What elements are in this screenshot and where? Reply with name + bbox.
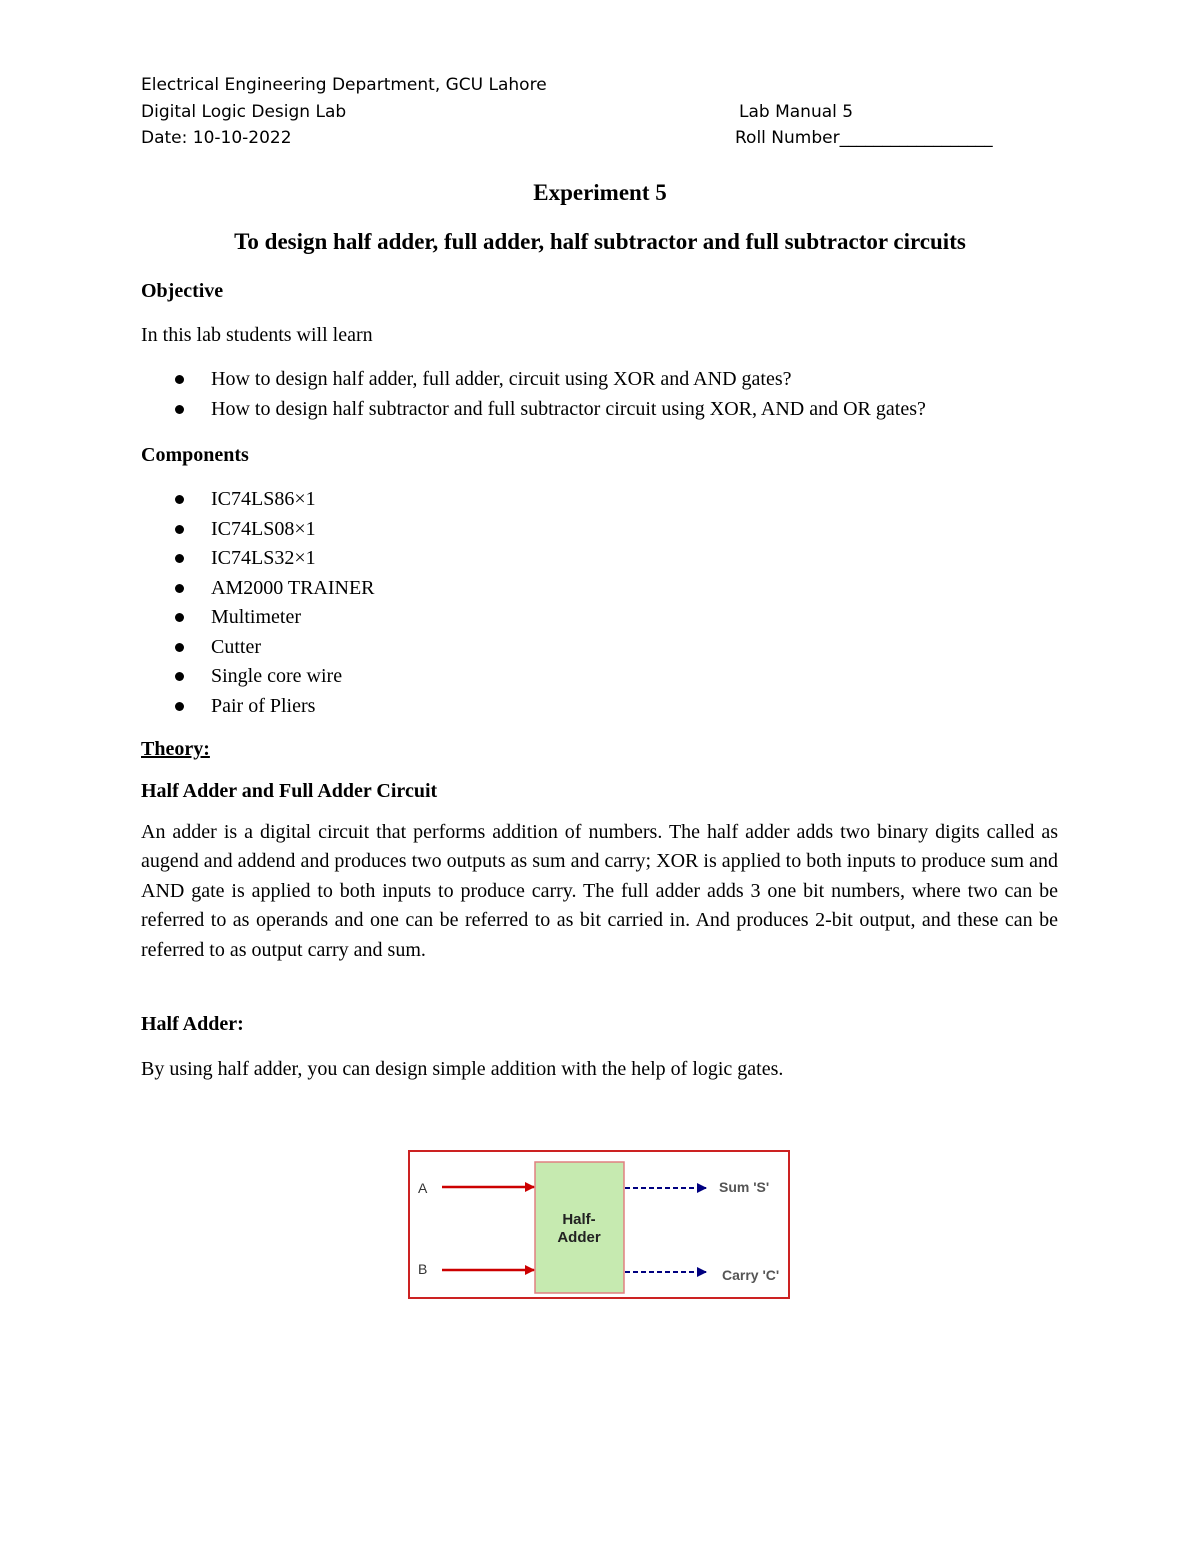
list-item: IC74LS32×1 <box>141 546 375 576</box>
list-item: How to design half adder, full adder, circuit using XOR and AND gates? <box>141 367 926 397</box>
header-department: Electrical Engineering Department, GCU Lahore <box>141 75 547 95</box>
block-label-line1: Half- <box>562 1211 596 1228</box>
half-adder-diagram <box>408 1150 790 1300</box>
input-b-label: B <box>418 1261 428 1277</box>
components-heading: Components <box>141 444 249 466</box>
bullet-icon <box>175 495 184 504</box>
bullet-icon <box>175 525 184 534</box>
bullet-icon <box>175 613 184 622</box>
list-item: IC74LS08×1 <box>141 517 375 547</box>
theory-paragraph: An adder is a digital circuit that performs addition of numbers. The half adder adds two binary digits called as augend and addend and produces two outputs as sum and carry; XOR is applied to both inputs to produce sum and AND gate is applied to both inputs to produce carry. The full adder adds 3 one bit numbers, where two can be referred to as operands and one can be referred to as bit carried in. And produces 2-bit output, and these can be referred to as output carry and sum. <box>141 821 1058 961</box>
bullet-icon <box>175 554 184 563</box>
bullet-icon <box>175 584 184 593</box>
list-item: Cutter <box>141 635 375 665</box>
list-item: Multimeter <box>141 605 375 635</box>
bullet-icon <box>175 375 184 384</box>
half-adder-text: By using half adder, you can design simple addition with the help of logic gates. <box>141 1058 784 1080</box>
experiment-title: Experiment 5 <box>533 180 667 205</box>
experiment-subtitle: To design half adder, full adder, half subtractor and full subtractor circuits <box>234 229 966 254</box>
components-list <box>141 487 375 723</box>
half-adder-heading: Half Adder: <box>141 1013 244 1035</box>
header-roll-number: Roll Number__________________ <box>735 128 993 148</box>
theory-subheading: Half Adder and Full Adder Circuit <box>141 780 438 802</box>
bullet-icon <box>175 643 184 652</box>
input-a-label: A <box>418 1180 428 1196</box>
list-item: Single core wire <box>141 664 375 694</box>
bullet-icon <box>175 672 184 681</box>
objective-list <box>141 367 926 426</box>
header-date: Date: 10-10-2022 <box>141 128 292 148</box>
list-item: AM2000 TRAINER <box>141 576 375 606</box>
carry-output-label: Carry 'C' <box>722 1267 780 1283</box>
bullet-icon <box>175 405 184 414</box>
theory-heading: Theory: <box>141 738 210 760</box>
list-item: IC74LS86×1 <box>141 487 375 517</box>
objective-heading: Objective <box>141 280 224 302</box>
bullet-icon <box>175 702 184 711</box>
objective-intro: In this lab students will learn <box>141 324 373 346</box>
list-item: How to design half subtractor and full subtractor circuit using XOR, AND and OR gates? <box>141 397 926 427</box>
list-item: Pair of Pliers <box>141 694 375 724</box>
header-course: Digital Logic Design Lab <box>141 102 347 122</box>
block-label-line2: Adder <box>557 1229 601 1246</box>
header-manual: Lab Manual 5 <box>739 102 854 122</box>
sum-output-label: Sum 'S' <box>719 1179 770 1195</box>
